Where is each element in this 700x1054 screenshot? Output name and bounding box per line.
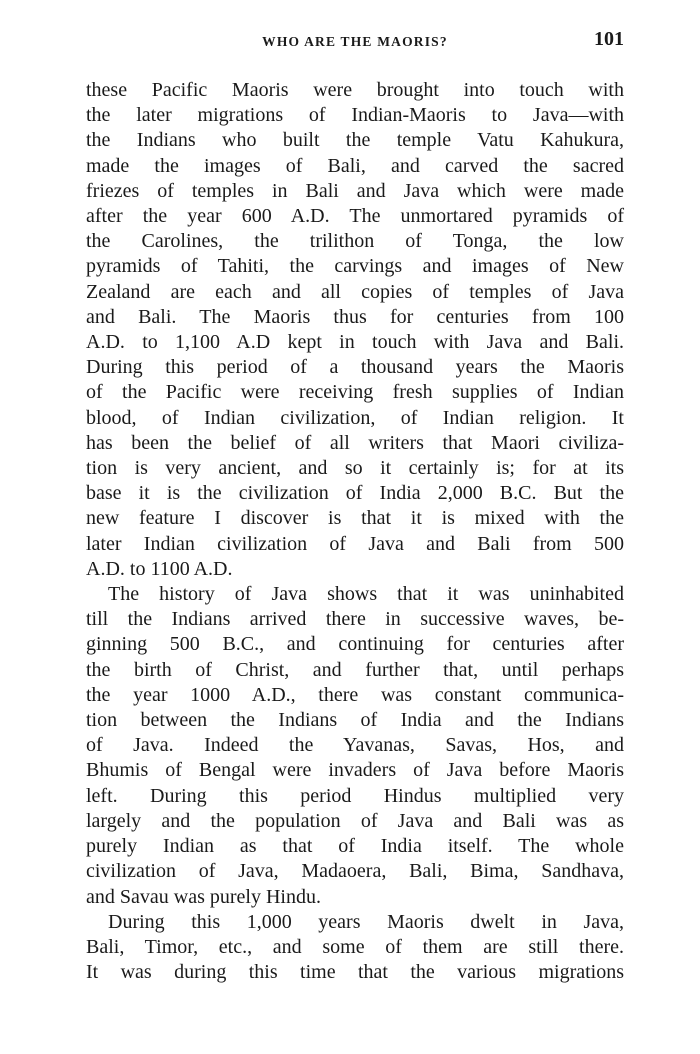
- page-number: 101: [594, 28, 624, 50]
- text-line: During this period of a thousand years the Maoris: [86, 356, 624, 379]
- text-line: ginning 500 B.C., and continuing for centuries after: [86, 633, 624, 656]
- text-line: A.D. to 1,100 A.D kept in touch with Java and Bali.: [86, 331, 624, 354]
- text-line: purely Indian as that of India itself. The whole: [86, 835, 624, 858]
- text-line: after the year 600 A.D. The unmortared pyramids of: [86, 205, 624, 228]
- text-line: It was during this time that the various migrations: [86, 961, 624, 984]
- paragraph: [86, 910, 624, 986]
- text-line: blood, of Indian civilization, of Indian religion. It: [86, 406, 624, 429]
- running-head: [86, 28, 624, 58]
- body-text: [86, 78, 624, 985]
- text-line: the year 1000 A.D., there was constant communica-: [86, 683, 624, 706]
- text-line: base it is the civilization of India 2,000 B.C. But the: [86, 482, 624, 505]
- running-title: WHO ARE THE MAORIS?: [262, 34, 448, 49]
- text-line: the birth of Christ, and further that, until perhaps: [86, 658, 624, 681]
- text-line: Bali, Timor, etc., and some of them are still there.: [86, 935, 624, 958]
- text-line: of the Pacific were receiving fresh supplies of Indian: [86, 381, 624, 404]
- text-line: tion is very ancient, and so it certainly is; for at its: [86, 457, 624, 480]
- text-line: and Bali. The Maoris thus for centuries from 100: [86, 305, 624, 328]
- text-line: made the images of Bali, and carved the sacred: [86, 154, 624, 177]
- text-line: A.D. to 1100 A.D.: [86, 557, 233, 580]
- text-line: the Indians who built the temple Vatu Kahukura,: [86, 129, 624, 152]
- text-line: friezes of temples in Bali and Java which were made: [86, 179, 624, 202]
- text-line: largely and the population of Java and Bali was as: [86, 809, 624, 832]
- text-line: and Savau was purely Hindu.: [86, 885, 321, 908]
- text-line: The history of Java shows that it was uninhabited: [108, 583, 624, 606]
- paragraph: [86, 582, 624, 910]
- paragraph: [86, 78, 624, 582]
- text-line: later Indian civilization of Java and Bali from 500: [86, 532, 624, 555]
- text-line: Zealand are each and all copies of temples of Java: [86, 280, 624, 303]
- text-line: has been the belief of all writers that Maori civiliza-: [86, 431, 624, 454]
- text-line: till the Indians arrived there in successive waves, be-: [86, 608, 624, 631]
- text-line: these Pacific Maoris were brought into touch with: [86, 79, 624, 101]
- text-line: of Java. Indeed the Yavanas, Savas, Hos, and: [86, 734, 624, 757]
- text-line: the later migrations of Indian-Maoris to Java—with: [86, 104, 624, 127]
- text-line: left. During this period Hindus multiplied very: [86, 784, 624, 807]
- text-line: tion between the Indians of India and the Indians: [86, 709, 624, 732]
- text-line: pyramids of Tahiti, the carvings and images of New: [86, 255, 624, 278]
- text-line: civilization of Java, Madaoera, Bali, Bima, Sandhava,: [86, 860, 624, 883]
- text-line: new feature I discover is that it is mixed with the: [86, 507, 624, 530]
- text-line: During this 1,000 years Maoris dwelt in Java,: [108, 910, 624, 933]
- book-page: [86, 28, 624, 985]
- text-line: Bhumis of Bengal were invaders of Java before Maoris: [86, 759, 624, 782]
- text-line: the Carolines, the trilithon of Tonga, the low: [86, 230, 624, 253]
